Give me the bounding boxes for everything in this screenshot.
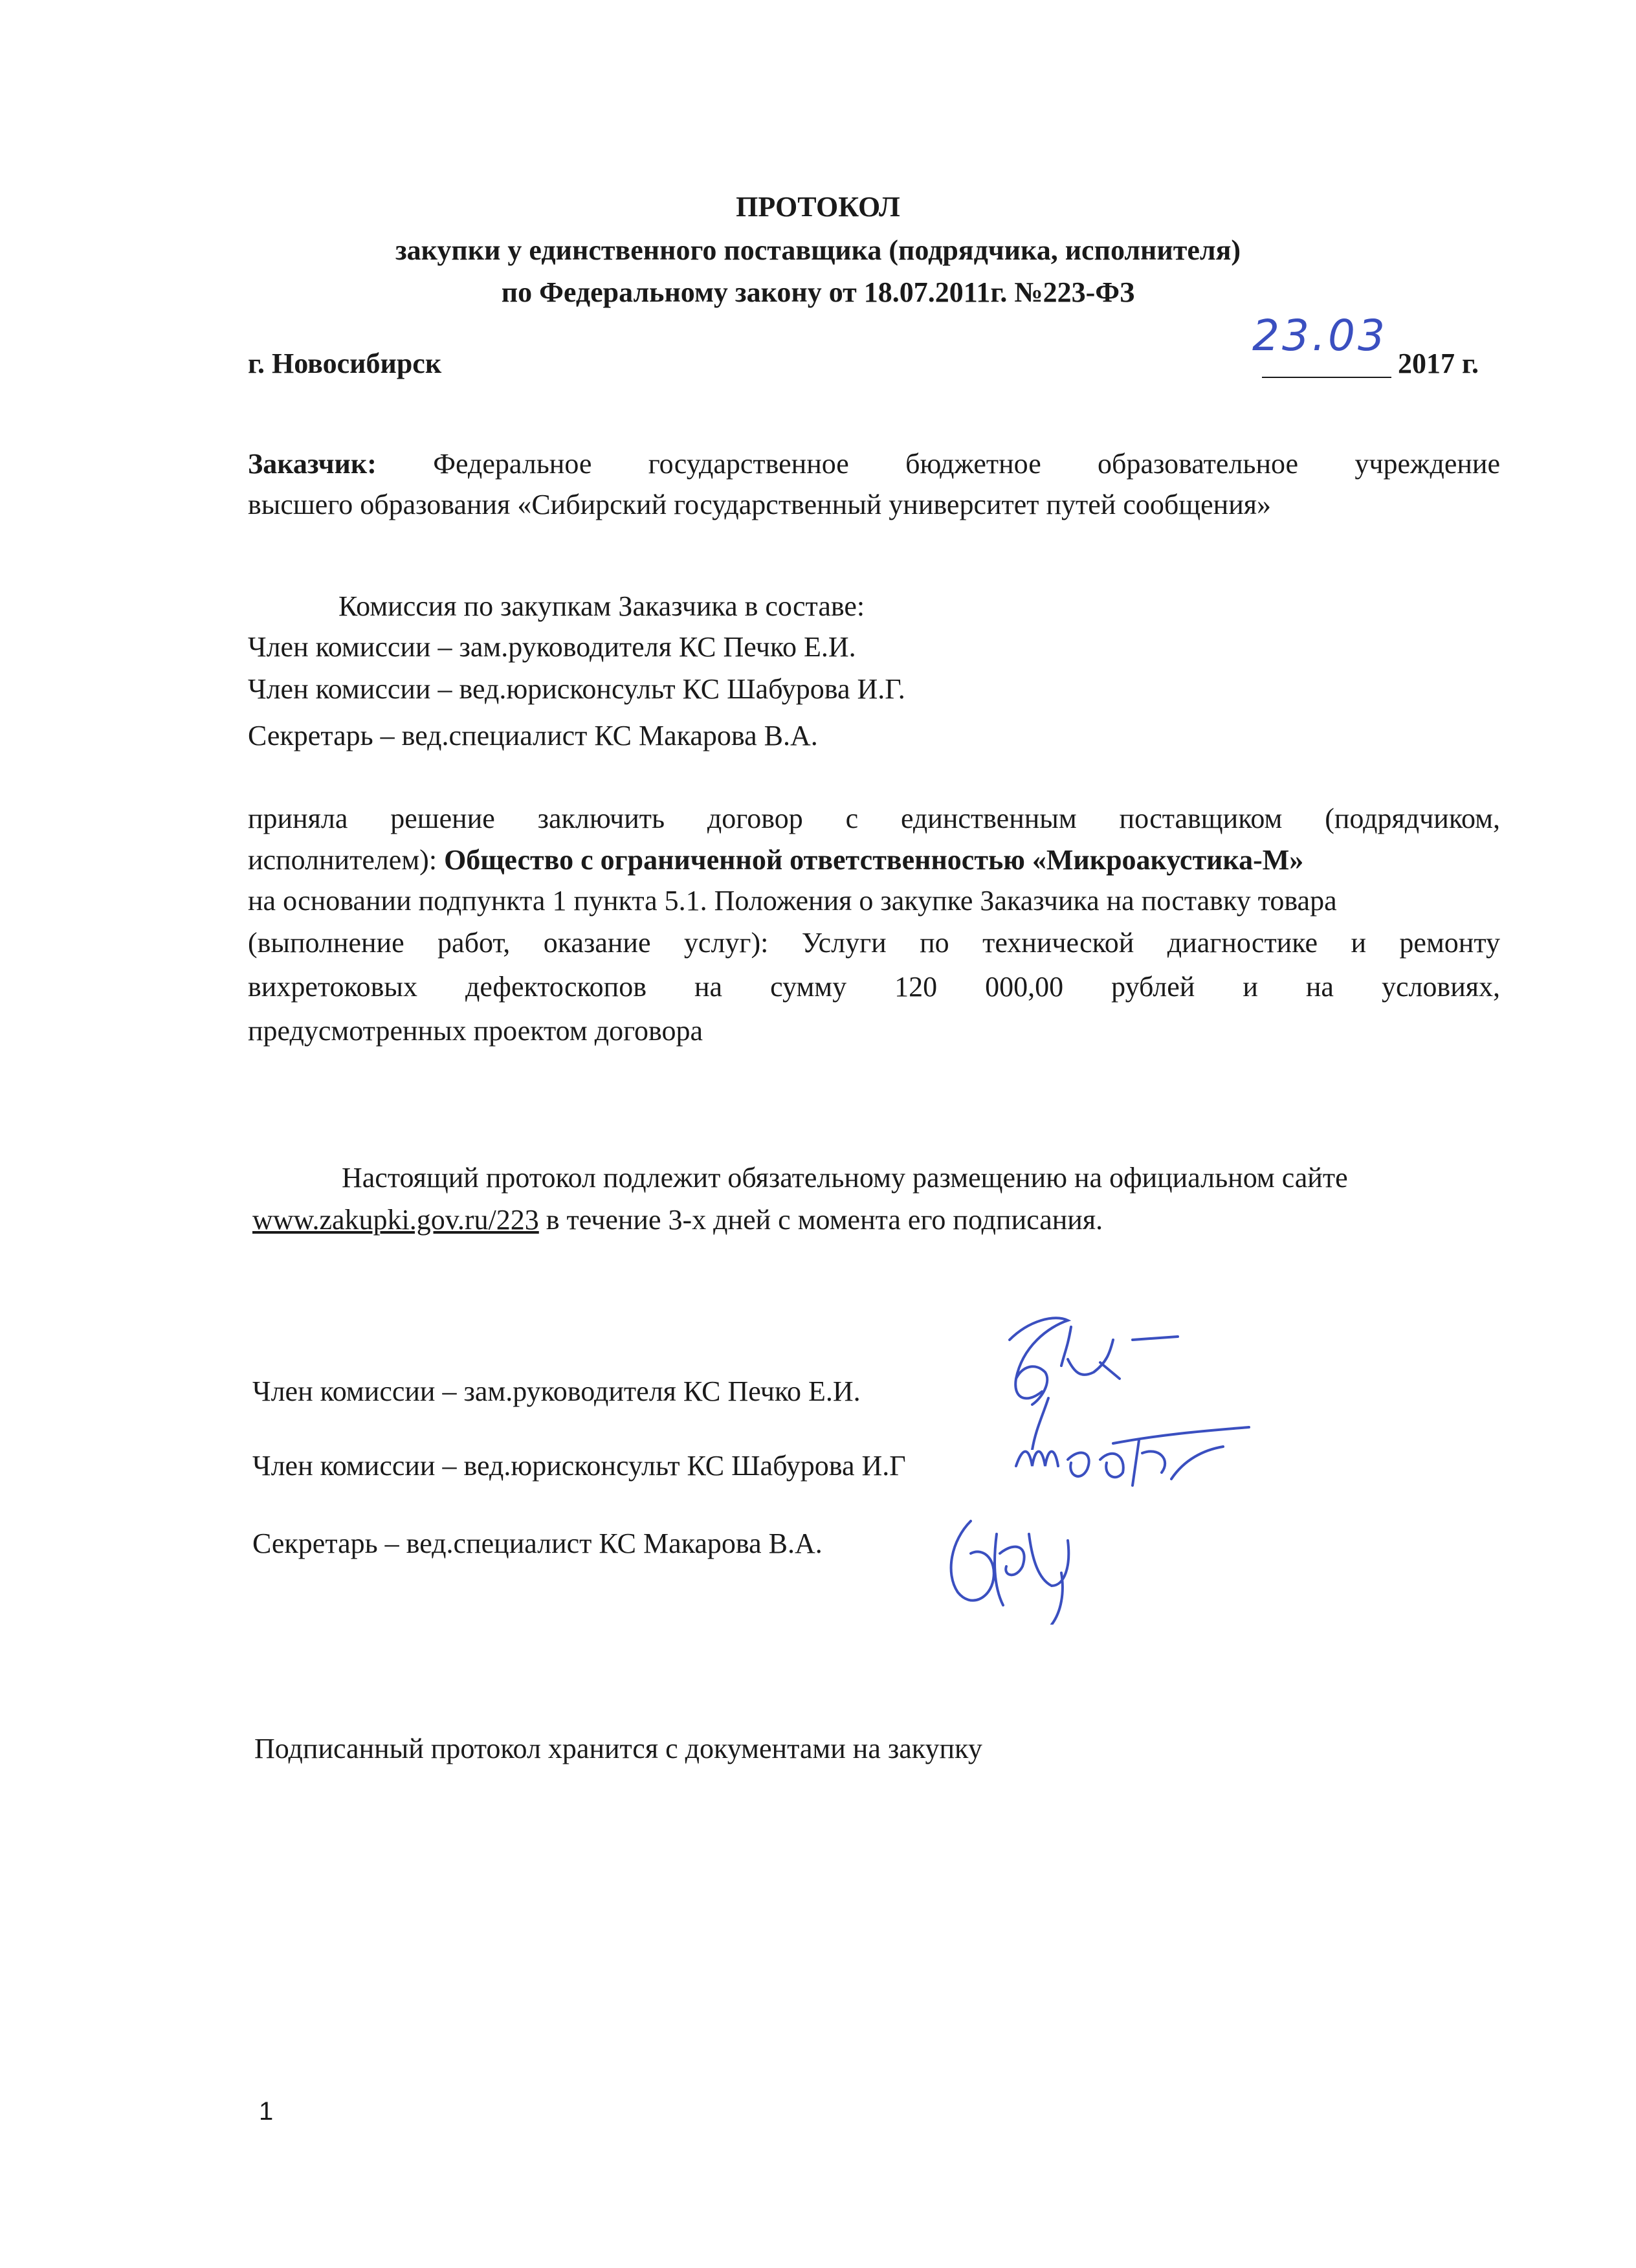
date-year: 2017 г.: [1398, 348, 1479, 379]
signature-line-2: Член комиссии – вед.юрисконсульт КС Шабурова И.Г: [252, 1450, 906, 1482]
decision-line-2-prefix: исполнителем):: [248, 844, 445, 876]
decision-line-4: (выполнение работ, оказание услуг): Услуги по технической диагностике и ремонту: [248, 927, 1500, 959]
signature-line-1: Член комиссии – зам.руководителя КС Печко Е.И.: [252, 1375, 861, 1407]
signature-shaburova-icon: [1010, 1421, 1255, 1498]
page-number: 1: [259, 2097, 274, 2126]
date-underline: [1262, 377, 1391, 378]
place-label: г. Новосибирск: [248, 348, 442, 379]
decision-line-6: предусмотренных проектом договора: [248, 1015, 703, 1047]
publication-line-1: Настоящий протокол подлежит обязательному размещению на официальном сайте: [342, 1162, 1348, 1194]
publication-line-2-suffix: в течение 3-х дней с момента его подписания.: [538, 1204, 1103, 1236]
supplier-name: Общество с ограниченной ответственностью «Микроакустика-М»: [444, 844, 1304, 876]
commission-intro: Комиссия по закупкам Заказчика в составе:: [338, 590, 865, 622]
decision-line-3: на основании подпункта 1 пункта 5.1. Положения о закупке Заказчика на поставку товара: [248, 885, 1337, 917]
customer-line-1: [248, 445, 1500, 484]
document-subtitle-1: закупки у единственного поставщика (подрядчика, исполнителя): [395, 234, 1241, 266]
document-title: ПРОТОКОЛ: [736, 191, 900, 223]
customer-name-part-1: Федеральное государственное бюджетное образовательное учреждение: [433, 448, 1500, 480]
decision-line-5: вихретоковых дефектоскопов на сумму 120 000,00 рублей и на условиях,: [248, 971, 1500, 1003]
publication-line-2: [252, 1201, 1103, 1240]
decision-line-2: [248, 841, 1303, 880]
footer-note: Подписанный протокол хранится с документами на закупку: [254, 1733, 982, 1764]
decision-line-1: приняла решение заключить договор с единственным поставщиком (подрядчиком,: [248, 803, 1500, 834]
signature-makarova-icon: [932, 1495, 1087, 1625]
customer-line-2: высшего образования «Сибирский государственный университет путей сообщения»: [248, 489, 1272, 520]
handwritten-date: 23.03: [1252, 311, 1387, 361]
customer-label: Заказчик:: [248, 448, 377, 480]
commission-member-3: Секретарь – вед.специалист КС Макарова В.А.: [248, 720, 818, 751]
zakupki-link[interactable]: www.zakupki.gov.ru/223: [252, 1204, 539, 1236]
commission-member-2: Член комиссии – вед.юрисконсульт КС Шабурова И.Г.: [248, 673, 905, 705]
document-subtitle-2: по Федеральному закону от 18.07.2011г. №223-ФЗ: [501, 276, 1135, 308]
commission-member-1: Член комиссии – зам.руководителя КС Печко Е.И.: [248, 631, 856, 663]
signature-line-3: Секретарь – вед.специалист КС Макарова В.А.: [252, 1528, 823, 1559]
